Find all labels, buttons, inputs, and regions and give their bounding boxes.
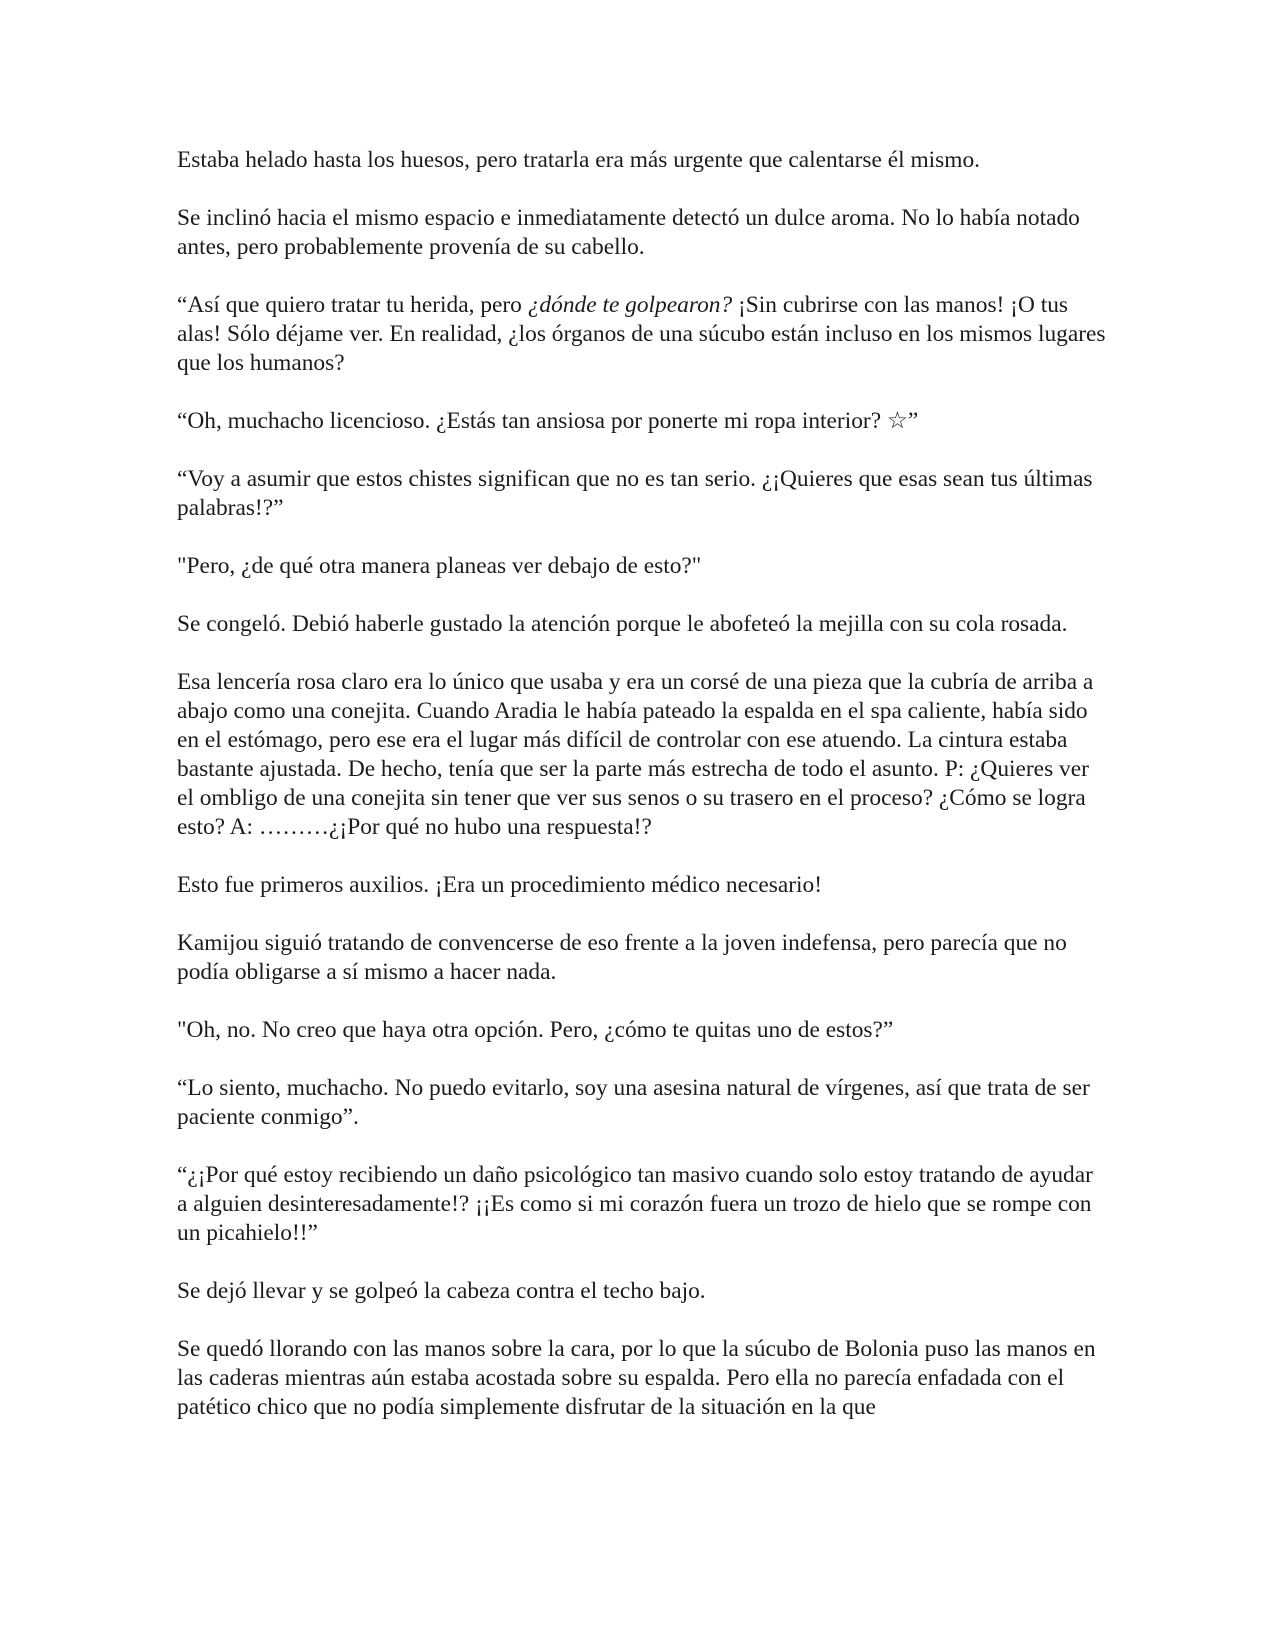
paragraph (177, 610, 1107, 639)
paragraph-text: “Voy a asumir que estos chistes significan que no es tan serio. ¿¡Quieres que esas sean tus últimas palabras!?” (177, 466, 1093, 521)
paragraph (177, 668, 1107, 842)
paragraph (177, 146, 1107, 175)
paragraph-text: “Lo siento, muchacho. No puedo evitarlo, soy una asesina natural de vírgenes, así que trata de ser paciente conmigo”. (177, 1075, 1090, 1130)
paragraph-text: Se inclinó hacia el mismo espacio e inmediatamente detectó un dulce aroma. No lo había notado antes, pero probablemente provenía de su cabello. (177, 205, 1080, 260)
paragraph-text: Kamijou siguió tratando de convencerse de eso frente a la joven indefensa, pero parecía que no podía obligarse a sí mismo a hacer nada. (177, 930, 1067, 985)
paragraph (177, 291, 1107, 378)
paragraph (177, 929, 1107, 987)
paragraph (177, 204, 1107, 262)
paragraph (177, 1335, 1107, 1422)
paragraph-text: ¡Sin cubrirse con las manos! ¡O tus alas! Sólo déjame ver. En realidad, ¿los órganos de una súcubo están incluso en los mismos lugares que los humanos? (177, 292, 1106, 376)
paragraph (177, 871, 1107, 900)
paragraph (177, 552, 1107, 581)
paragraph (177, 465, 1107, 523)
paragraph-text: “Oh, muchacho licencioso. ¿Estás tan ansiosa por ponerte mi ropa interior? ☆” (177, 408, 919, 434)
paragraph-text: “Así que quiero tratar tu herida, pero (177, 292, 528, 318)
paragraph-text: "Pero, ¿de qué otra manera planeas ver debajo de esto?" (177, 553, 702, 579)
paragraph-text: Se quedó llorando con las manos sobre la cara, por lo que la súcubo de Bolonia puso las manos en las caderas mientras aún estaba acostada sobre su espalda. Pero ella no parecía enfadada con el patético chico que no podía simplemente disfrutar de la situación en la que (177, 1336, 1096, 1420)
paragraph-text: Esto fue primeros auxilios. ¡Era un procedimiento médico necesario! (177, 872, 822, 898)
paragraph-text: Se dejó llevar y se golpeó la cabeza contra el techo bajo. (177, 1278, 706, 1304)
paragraph (177, 1016, 1107, 1045)
paragraph-text: Esa lencería rosa claro era lo único que usaba y era un corsé de una pieza que la cubría de arriba a abajo como una conejita. Cuando Aradia le había pateado la espalda en el spa caliente, había sido en el estómago, pero ese era el lugar más difícil de controlar con ese atuendo. La cintura estaba bastante ajustada. De hecho, tenía que ser la parte más estrecha de todo el asunto. P: ¿Quieres ver el ombligo de una conejita sin tener que ver sus senos o su trasero en el proceso? ¿Cómo se logra esto? A: ………¿¡Por qué no hubo una respuesta!? (177, 669, 1094, 840)
paragraph-text: “¿¡Por qué estoy recibiendo un daño psicológico tan masivo cuando solo estoy tratando de ayudar a alguien desinteresadamente!? ¡¡Es como si mi corazón fuera un trozo de hielo que se rompe con un picahielo!!” (177, 1162, 1093, 1246)
paragraph-text: "Oh, no. No creo que haya otra opción. Pero, ¿cómo te quitas uno de estos?” (177, 1017, 894, 1043)
paragraph (177, 1161, 1107, 1248)
paragraph-text: Se congeló. Debió haberle gustado la atención porque le abofeteó la mejilla con su cola rosada. (177, 611, 1068, 637)
paragraph-text: Estaba helado hasta los huesos, pero tratarla era más urgente que calentarse él mismo. (177, 147, 981, 173)
italic-text: ¿dónde te golpearon? (527, 292, 733, 318)
paragraph (177, 1074, 1107, 1132)
paragraph (177, 1277, 1107, 1306)
document-body (177, 146, 1107, 1422)
paragraph (177, 407, 1107, 436)
